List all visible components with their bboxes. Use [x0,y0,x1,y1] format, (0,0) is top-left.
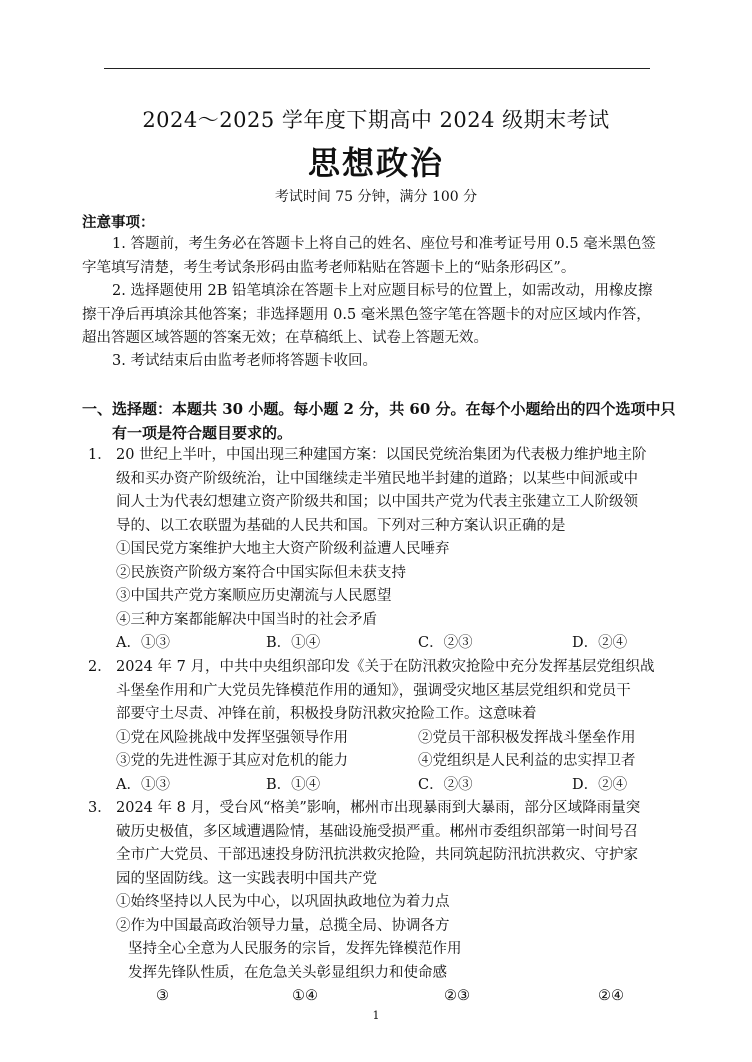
notice-item-2 [82,280,670,351]
notice-heading: 注意事项： [82,214,155,231]
choice-a: A．①③ [116,776,170,793]
choice-c: C．②③ [418,635,473,651]
statement-row [88,750,658,774]
choice-a: A．①③ [116,635,170,651]
statement: ①国民党方案维护大地主大资产阶级利益遭人民唾弃 [116,541,450,557]
notice-line: 超出答题区域答题的答案无效；在草稿纸上、试卷上答题无效。 [82,330,488,346]
answer-choices [88,985,658,1009]
exam-time-info: 考试时间 75 分钟，满分 100 分 [274,189,478,205]
question-stem-line: 导的、以工农联盟为基础的人民共和国。下列对三种方案认识正确的是 [116,517,566,534]
subject-title: 思想政治 [307,144,444,182]
notice-line: 2. 选择题使用 2B 铅笔填涂在答题卡上对应题目标号的位置上，如需改动，用橡皮擦 [112,283,653,299]
top-rule [104,68,650,69]
statement: ③党的先进性源于其应对危机的能力 [116,753,348,769]
question-stem-line: 间人士为代表幻想建立资产阶级共和国；以中国共产党为代表主张建立工人阶级领 [116,494,638,510]
section-heading [82,397,676,445]
question-number: 3． [88,800,112,816]
question-2 [88,656,658,797]
statement: ④党组织是人民利益的忠实捍卫者 [418,753,636,769]
section-line: 一、选择题：本题共 30 小题。每小题 2 分，共 60 分。在每个小题给出的四个选项中只 [82,400,676,418]
statement: 发挥先锋队性质，在危急关头彰显组织力和使命感 [128,964,447,981]
notice-item-3 [82,350,670,374]
answer-choices [88,632,658,656]
choice-a: ③ [156,988,169,1004]
statement: ②作为中国最高政治领导力量，总揽全局、协调各方 [116,917,450,934]
question-stem-line: 全市广大党员、干部迅速投身防汛抗洪救灾抢险，共同筑起防汛抗洪救灾、守护家 [116,847,638,863]
statement: ②民族资产阶级方案符合中国实际但未获支持 [116,564,406,581]
statement: ②党员干部积极发挥战斗堡垒作用 [418,729,636,746]
choice-d: D．②④ [572,776,628,793]
question-stem-line: 园的坚固防线。这一实践表明中国共产党 [116,870,377,887]
statement: 坚持全心全意为人民服务的宗旨，发挥先锋模范作用 [128,941,462,957]
choice-c: C．②③ [418,776,473,793]
question-stem-line: 部要守土尽责、冲锋在前，积极投身防汛救灾抢险工作。这意味着 [116,706,537,722]
notice-line: 字笔填写清楚，考生考试条形码由监考老师粘贴在答题卡上的“贴条形码区”。 [82,259,576,276]
question-1 [88,444,658,656]
statement: ①党在风险挑战中发挥坚强领导作用 [116,729,348,746]
question-stem-line: 级和买办资产阶级统治，让中国继续走半殖民地半封建的道路；以某些中间派或中 [116,470,638,487]
answer-choices [88,774,658,798]
notice-item-1 [82,233,670,280]
question-stem-line: 20 世纪上半叶，中国出现三种建国方案：以国民党统治集团为代表极力维护地主阶 [116,447,647,463]
statement: ④三种方案都能解决中国当时的社会矛盾 [116,611,377,628]
question-stem-line: 斗堡垒作用和广大党员先锋模范作用的通知》，强调受灾地区基层党组织和党员干 [116,682,631,699]
question-stem-line: 破历史极值，多区域遭遇险情，基础设施受损严重。郴州市委组织部第一时间号召 [116,823,638,840]
question-3 [88,797,658,1009]
choice-c: ②③ [444,988,470,1004]
section-line: 有一项是符合题目要求的。 [112,424,293,442]
choice-d: D．②④ [572,635,628,651]
notice-line: 1. 答题前，考生务必在答题卡上将自己的姓名、座位号和准考证号用 0.5 毫米黑色签 [112,236,656,252]
choice-b: ①④ [292,988,318,1004]
notice-line: 擦干净后再填涂其他答案；非选择题用 0.5 毫米黑色签字笔在答题卡的对应区域内作答， [82,306,651,323]
choice-b: B．①④ [266,635,321,651]
question-number: 1． [88,447,112,463]
exam-title: 2024～2025 学年度下期高中 2024 级期末考试 [142,108,610,132]
notice-line: 3. 考试结束后由监考老师将答题卡收回。 [112,353,377,369]
question-stem-line: 2024 年 7 月，中共中央组织部印发《关于在防汛救灾抢险中充分发挥基层党组织战 [116,659,655,675]
statement-row [88,727,658,751]
statement: ③中国共产党方案顺应历史潮流与人民愿望 [116,588,392,604]
page-number: 1 [372,1009,380,1022]
statement: ①始终坚持以人民为中心，以巩固执政地位为着力点 [116,894,450,910]
question-stem-line: 2024 年 8 月，受台风“格美”影响，郴州市出现暴雨到大暴雨，部分区域降雨量突 [116,800,641,816]
choice-d: ②④ [598,988,624,1004]
choice-b: B．①④ [266,776,321,793]
question-number: 2． [88,659,112,675]
